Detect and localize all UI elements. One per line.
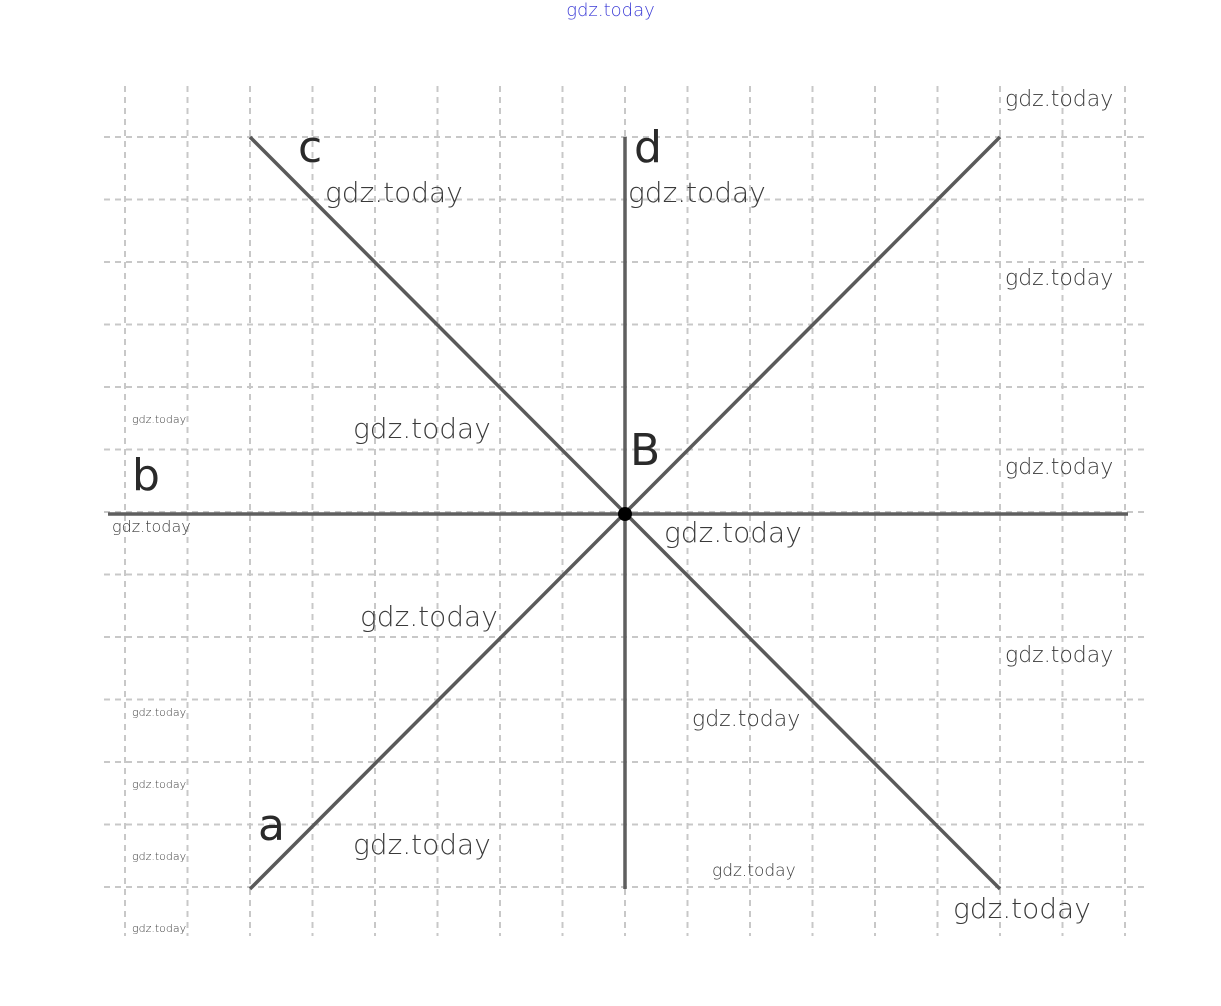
watermark: gdz.today	[132, 778, 187, 791]
watermark: gdz.today	[353, 828, 491, 861]
watermark: gdz.today	[664, 516, 802, 549]
watermark: gdz.today	[712, 861, 796, 881]
watermark: gdz.today	[112, 517, 191, 536]
label-a: a	[258, 800, 285, 851]
watermark: gdz.today	[1005, 87, 1114, 112]
point-b	[618, 507, 632, 521]
watermark: gdz.today	[325, 176, 463, 209]
watermark: gdz.today	[953, 892, 1091, 925]
watermark: gdz.today	[132, 850, 187, 863]
watermark: gdz.today	[132, 413, 187, 426]
watermark: gdz.today	[132, 922, 187, 935]
watermark: gdz.today	[628, 176, 766, 209]
label-c: c	[298, 122, 323, 173]
site-link[interactable]: gdz.today	[566, 0, 655, 21]
label-point-b: B	[630, 425, 661, 476]
watermark: gdz.today	[360, 600, 498, 633]
label-b: b	[132, 450, 160, 501]
watermark: gdz.today	[692, 707, 801, 732]
watermark: gdz.today	[1005, 643, 1114, 668]
watermark: gdz.today	[1005, 266, 1114, 291]
label-d: d	[634, 122, 662, 173]
watermark: gdz.today	[353, 412, 491, 445]
watermark: gdz.today	[132, 706, 187, 719]
watermark: gdz.today	[1005, 455, 1114, 480]
